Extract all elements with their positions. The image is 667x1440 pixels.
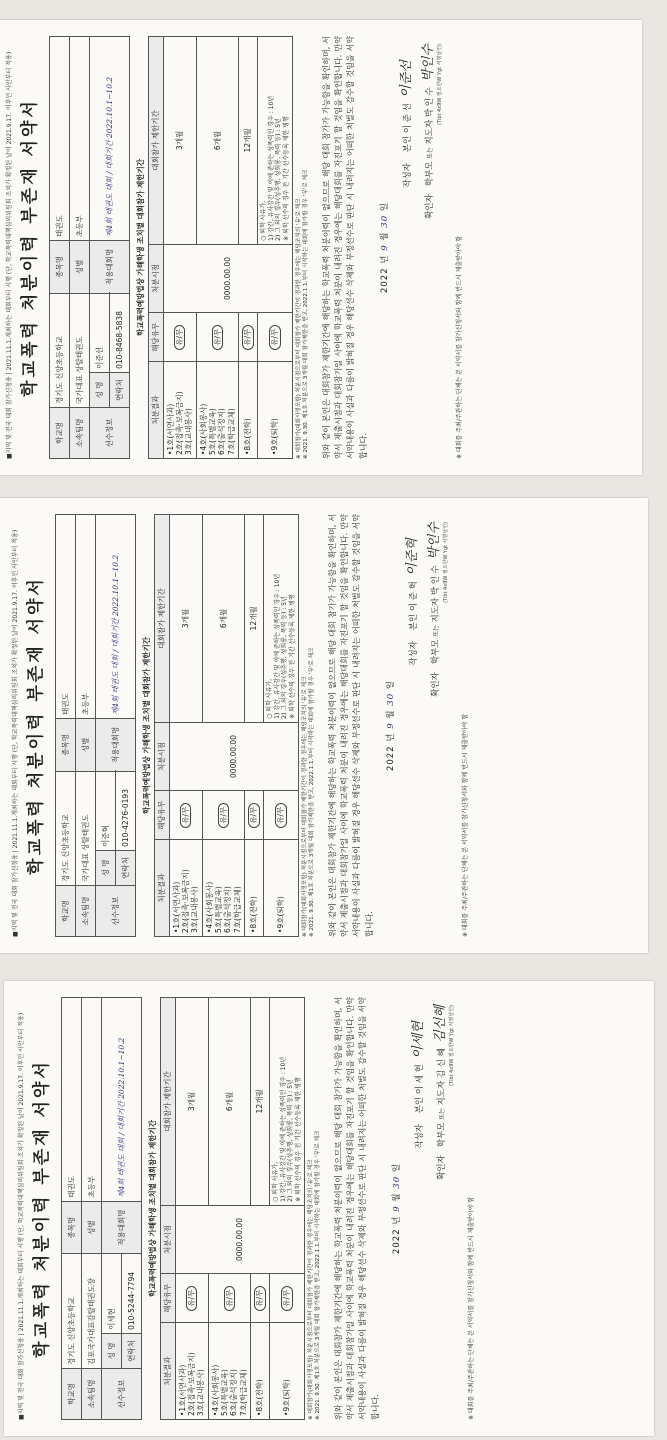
guardian-name: 박 인 수 <box>425 87 436 118</box>
writer-signature: 이세현 <box>410 1021 426 1059</box>
date-value: 0000.00.00 <box>169 722 299 790</box>
limit-value: 6개월 <box>202 515 245 723</box>
competition-value: 제4회 태권도 대회 / 대회기간 2022.10.1~10.2 <box>101 998 141 1202</box>
document-strip-3 <box>0 960 667 1440</box>
player-info-label: 선수정보 <box>89 408 129 459</box>
team-label: 소속팀명 <box>81 1369 101 1420</box>
phone-value: 010-5244-7794 <box>121 1254 141 1333</box>
school-label: 학교명 <box>55 886 75 937</box>
event-label: 종목명 <box>55 718 75 771</box>
header-note: ■지역 및 전국 대회 참가신청용 | 2021.11.1.개최하는 대회부터 시행 (단, 학교폭력대책심의위원회 조치가 확정된 날이 2021.9.17. 이후인 사안부터 적용) <box>6 51 13 459</box>
row-action: •8호(전학) <box>239 362 258 459</box>
notes: ※ 대회참가(대회사정포함) 처분시점으로부터 대회참가 제한기간이 경과한 경우에는 해당조치의 '유'로 체크 ※ 2021. 9.30. 제1호 처분으로 3개월 대회 참가제한을 받고, 2022.1.1.부터 시작하는 대회에 참가할 경우 '무'로 체크 <box>302 647 316 937</box>
document-title: 학교폭력 처분이력 부존재 서약서 <box>25 576 46 875</box>
player-info-label: 선수정보 <box>101 1369 141 1420</box>
guardian-signature: 김신혜 <box>433 1005 449 1043</box>
writer-name: 이 준 선 <box>402 103 413 134</box>
tiny-note: (Tibt 4x9W 필요한W Ygt 서명날인) <box>437 44 444 125</box>
col-date: 처분시점 <box>149 244 163 312</box>
division-value: 초등부 <box>81 998 101 1202</box>
team-value: 국가대표 상탈태권도 <box>75 771 95 885</box>
document-strip-2 <box>0 480 667 960</box>
confirmer-line: 확인자 학부모 또는 지도자 박 인 수 박인수 (Tibt 4x9W 필요한W Ygt 서명날인) <box>421 36 444 459</box>
has-mark: 유/무 <box>180 803 191 828</box>
section-title: 학교폭력예방법상 가해학생 조치별 대회참가 제한기간 <box>141 636 151 815</box>
school-value: 경기도 신양초등학교 <box>49 293 69 407</box>
col-limit: 대회참가 제한기간 <box>161 998 175 1206</box>
team-label: 소속팀명 <box>69 408 89 459</box>
document-strip-1 <box>0 0 667 480</box>
phone-value: 010-4276-0193 <box>115 771 135 850</box>
limit-value: 3개월 <box>175 998 208 1206</box>
row-action: •9호(퇴학) <box>264 840 299 937</box>
notes: ※ 대회참가(대회사정포함) 처분시점으로부터 대회참가 제한기간이 경과한 경우에는 해당조치의 '유'로 체크 ※ 2021. 9.30. 제1호 처분으로 3개월 대회 참가제한을 받고, 2022.1.1.부터 시작하는 대회에 참가할 경우 '무'로 체크 <box>296 169 310 459</box>
competition-value: 제4회 태권도 대회 / 대회기간 2022.10.1~10.2 <box>95 515 135 719</box>
document-content <box>12 514 469 937</box>
limit-value: 3개월 <box>169 515 202 723</box>
disciplinary-table <box>154 514 299 937</box>
competition-value: 제4회 태권도 대회 / 대회기간 2022.10.1~10.2 <box>89 37 129 241</box>
player-info-label: 선수정보 <box>95 886 135 937</box>
gender-label: 성별 <box>69 240 89 293</box>
team-value: 국가대표 상탈태권도 <box>69 293 89 407</box>
footer-note: ※ 대회를 주최/주관하는 단체는 본 서약서를 참가신청서와 함께 반드시 제출받아야 함 <box>455 235 463 459</box>
section-title: 학교폭력예방법상 가해학생 조치별 대회참가 제한기간 <box>135 158 145 337</box>
col-action: 처분결과 <box>161 1323 175 1420</box>
row-action: •4호(사회봉사) 5호(특별교육) 6호(출석정지) 7호(학급교체) <box>208 1323 251 1420</box>
header-note: ■지역 및 전국 대회 참가신청용 | 2021.11.1.개최하는 대회부터 시행 (단, 학교폭력대책심의위원회 조치가 확정된 날이 2021.9.17. 이후인 사안부터 적용) <box>12 529 19 937</box>
col-has: 해당유무 <box>149 313 163 362</box>
phone-label: 연락처 <box>121 1333 141 1368</box>
limit-value-expulsion: ○ 퇴학 사유가, 1) 강간, 유사강간 및 이에 준하는 성폭력인 경우 : 10년 2) 그 외의 경우(성추행, 성희롱, 폭력 등) : 5년 ※ 퇴학 선수의 경우 전 기간 선수등록 제한 병행 <box>270 998 305 1206</box>
limit-value: 6개월 <box>196 37 239 245</box>
pledge-date: 2022 년 9 월 30 일 <box>386 679 397 772</box>
limit-value-expulsion: ○ 퇴학 사유가, 1) 강간, 유사강간 및 이에 준하는 성폭력인 경우 : 10년 2) 그 외의 경우(성추행, 성희롱, 폭력 등) : 5년 ※ 퇴학 선수의 경우 전 기간 선수등록 제한 병행 <box>264 515 299 723</box>
event-label: 종목명 <box>61 1201 81 1254</box>
writer-signature: 이준선 <box>398 60 414 98</box>
col-action: 처분결과 <box>155 840 169 937</box>
has-mark: 유/무 <box>212 325 223 350</box>
document-title: 학교폭력 처분이력 부존재 서약서 <box>19 98 40 397</box>
name-value: 이세현 <box>101 1254 121 1333</box>
has-mark: 유/무 <box>254 1286 265 1311</box>
date-value: 0000.00.00 <box>163 244 293 312</box>
name-value: 이준혁 <box>95 771 115 850</box>
pledge-date: 2022 년 9 월 30 일 <box>392 1162 403 1255</box>
school-label: 학교명 <box>61 1369 81 1420</box>
row-action: •1호(서면사과) 2호(접촉·보복금지) 3호(교내봉사) <box>163 362 196 459</box>
row-action: •8호(전학) <box>245 840 264 937</box>
limit-value: 12개월 <box>239 37 258 245</box>
confirmer-line: 확인자 학부모 또는 지도자 김 신 혜 김신혜 (Tibt 4x9W 필요한W Ygt 서명날인) <box>433 997 456 1420</box>
row-action: •8호(전학) <box>251 1323 270 1420</box>
division-value: 초등부 <box>75 515 95 719</box>
limit-value: 6개월 <box>208 998 251 1206</box>
guardian-name: 박 인 수 <box>431 565 442 596</box>
limit-value: 12개월 <box>251 998 270 1206</box>
guardian-name: 김 신 혜 <box>437 1048 448 1079</box>
disciplinary-table <box>160 997 305 1420</box>
player-info-table <box>49 36 130 459</box>
limit-value-expulsion: ○ 퇴학 사유가, 1) 강간, 유사강간 및 이에 준하는 성폭력인 경우 : 10년 2) 그 외의 경우(성추행, 성희롱, 폭력 등) : 5년 ※ 퇴학 선수의 경우 전 기간 선수등록 제한 병행 <box>258 37 293 245</box>
tiny-note: (Tibt 4x9W 필요한W Ygt 서명날인) <box>449 1005 456 1086</box>
gender-label: 성별 <box>75 718 95 771</box>
phone-label: 연락처 <box>109 372 129 407</box>
name-value: 이준선 <box>89 293 109 372</box>
has-mark: 유/무 <box>218 803 229 828</box>
document-content <box>18 997 475 1420</box>
col-action: 처분결과 <box>149 362 163 459</box>
player-info-table <box>55 514 136 937</box>
has-mark: 유/무 <box>275 803 286 828</box>
competition-label: 적용대회명 <box>95 718 135 771</box>
competition-label: 적용대회명 <box>101 1201 141 1254</box>
tiny-note: (Tibt 4x9W 필요한W Ygt 서명날인) <box>443 522 450 603</box>
guardian-signature: 박인수 <box>421 44 437 82</box>
header-note: ■지역 및 전국 대회 참가신청용 | 2021.11.1.개최하는 대회부터 시행 (단, 학교폭력대책심의위원회 조치가 확정된 날이 2021.9.17. 이후인 사안부터 적용) <box>18 1012 25 1420</box>
footer-note: ※ 대회를 주최/주관하는 단체는 본 서약서를 참가신청서와 함께 반드시 제출받아야 함 <box>461 713 469 937</box>
has-mark: 유/무 <box>174 325 185 350</box>
col-limit: 대회참가 제한기간 <box>149 37 163 245</box>
event-value: 태권도 <box>49 37 69 241</box>
document-content <box>6 36 463 459</box>
disciplinary-table <box>148 36 293 459</box>
school-label: 학교명 <box>49 408 69 459</box>
col-has: 해당유무 <box>155 791 169 840</box>
gender-label: 성별 <box>81 1201 101 1254</box>
guardian-signature: 박인수 <box>427 522 443 560</box>
team-label: 소속팀명 <box>75 886 95 937</box>
writer-name: 이 준 혁 <box>408 581 419 612</box>
school-value: 경기도 신양초등학교 <box>61 1254 81 1369</box>
competition-label: 적용대회명 <box>89 240 129 293</box>
pledge-body: 위와 같이 본인은 대회참가 제한기간에 해당하는 학교폭력 처분이력이 없으므로 해당 대회 참가가 가능함을 확인하며, 서약서 제출시점과 대회참가일 사이에 학교폭력 처분이 내려진 경우에는 해당대회를 자진포기 할 것임을 확인합니다. 만약 서약내용이 사실과 다름이 밝혀질 경우 해당선수 삭제와 부정선수로 판단 시 내려지는 어떠한 처벌도 감수할 것임을 서약합니다. <box>333 997 380 1420</box>
pledge-document-3 <box>4 981 654 1436</box>
writer-line: 작성자 본인 이 준 혁 이준혁 <box>404 538 420 666</box>
has-mark: 유/무 <box>242 325 253 350</box>
document-title: 학교폭력 처분이력 부존재 서약서 <box>31 1059 52 1358</box>
col-date: 처분시점 <box>155 722 169 790</box>
pledge-body: 위와 같이 본인은 대회참가 제한기간에 해당하는 학교폭력 처분이력이 없으므로 해당 대회 참가가 가능함을 확인하며, 서약서 제출시점과 대회참가일 사이에 학교폭력 처분이 내려진 경우에는 해당대회를 자진포기 할 것임을 확인합니다. 만약 서약내용이 사실과 다름이 밝혀질 경우 해당선수 삭제와 부정선수로 판단 시 내려지는 어떠한 처벌도 감수할 것임을 서약합니다. <box>327 514 374 937</box>
name-label: 성 명 <box>89 372 109 407</box>
row-action: •4호(사회봉사) 5호(특별교육) 6호(출석정지) 7호(학급교체) <box>202 840 245 937</box>
phone-label: 연락처 <box>115 850 135 885</box>
pledge-document-1 <box>0 20 642 475</box>
row-action: •1호(서면사과) 2호(접촉·보복금지) 3호(교내봉사) <box>169 840 202 937</box>
name-label: 성 명 <box>95 850 115 885</box>
col-date: 처분시점 <box>161 1205 175 1273</box>
limit-value: 3개월 <box>163 37 196 245</box>
col-has: 해당유무 <box>161 1274 175 1323</box>
row-action: •4호(사회봉사) 5호(특별교육) 6호(출석정지) 7호(학급교체) <box>196 362 239 459</box>
limit-value: 12개월 <box>245 515 264 723</box>
row-action: •9호(퇴학) <box>270 1323 305 1420</box>
confirmer-line: 확인자 학부모 또는 지도자 박 인 수 박인수 (Tibt 4x9W 필요한W Ygt 서명날인) <box>427 514 450 937</box>
school-value: 경기도 신양초등학교 <box>55 771 75 885</box>
player-info-table <box>61 997 142 1420</box>
writer-name: 이 세 현 <box>414 1064 425 1095</box>
name-label: 성 명 <box>101 1333 121 1368</box>
team-value: 김포국가대표감탈태권도장 <box>81 1254 101 1369</box>
date-value: 0000.00.00 <box>175 1205 305 1273</box>
has-mark: 유/무 <box>269 325 280 350</box>
row-action: •9호(퇴학) <box>258 362 293 459</box>
notes: ※ 대회참가(대회사정포함) 처분시점으로부터 대회참가 제한기간이 경과한 경우에는 해당조치의 '유'로 체크 ※ 2021. 9.30. 제1호 처분으로 3개월 대회 참가제한을 받고, 2022.1.1.부터 시작하는 대회에 참가할 경우 '무'로 체크 <box>308 1130 322 1420</box>
pledge-date: 2022 년 9 월 30 일 <box>380 201 391 294</box>
event-value: 태권도 <box>55 515 75 719</box>
row-action: •1호(서면사과) 2호(접촉·보복금지) 3호(교내봉사) <box>175 1323 208 1420</box>
division-value: 초등부 <box>69 37 89 241</box>
pledge-body: 위와 같이 본인은 대회참가 제한기간에 해당하는 학교폭력 처분이력이 없으므로 해당 대회 참가가 가능함을 확인하며, 서약서 제출시점과 대회참가일 사이에 학교폭력 처분이 내려진 경우에는 해당대회를 자진포기 할 것임을 확인합니다. 만약 서약내용이 사실과 다름이 밝혀질 경우 해당선수 삭제와 부정선수로 판단 시 내려지는 어떠한 처벌도 감수할 것임을 서약합니다. <box>321 36 368 459</box>
has-mark: 유/무 <box>281 1286 292 1311</box>
has-mark: 유/무 <box>248 803 259 828</box>
phone-value: 010-8468-5838 <box>109 293 129 372</box>
event-label: 종목명 <box>49 240 69 293</box>
col-limit: 대회참가 제한기간 <box>155 515 169 723</box>
event-value: 태권도 <box>61 998 81 1202</box>
section-title: 학교폭력예방법상 가해학생 조치별 대회참가 제한기간 <box>147 1119 157 1298</box>
writer-line: 작성자 본인 이 준 선 이준선 <box>398 60 414 188</box>
pledge-document-2 <box>0 498 648 953</box>
has-mark: 유/무 <box>186 1286 197 1311</box>
writer-line: 작성자 본인 이 세 현 이세현 <box>410 1021 426 1149</box>
writer-signature: 이준혁 <box>404 538 420 576</box>
footer-note: ※ 대회를 주최/주관하는 단체는 본 서약서를 참가신청서와 함께 반드시 제출받아야 함 <box>467 1196 475 1420</box>
has-mark: 유/무 <box>224 1286 235 1311</box>
